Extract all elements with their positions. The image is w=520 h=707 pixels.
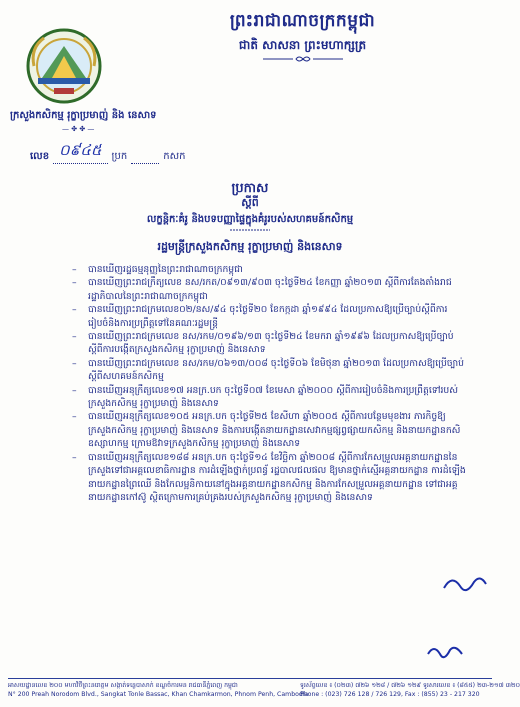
footer-address-en: N° 200 Preah Norodom Blvd., Sangkat Tonle Bassac, Khan Chamkarmon, Phnom Penh, Cambodia bbox=[8, 690, 309, 698]
national-motto: ជាតិ សាសនា ព្រះមហាក្សត្រ bbox=[238, 38, 367, 52]
header-ornament-icon bbox=[263, 55, 343, 63]
reference-number-row bbox=[30, 141, 185, 164]
title-divider-icon bbox=[230, 228, 270, 232]
preamble-item: – បានឃើញអនុក្រឹត្យលេខ១៨៨ អនក្រ.បក ចុះថ្ងៃទី១៤ ខែវិច្ឆិកា ឆ្នាំ២០០៨ ស្តីពីការកែសម្រួលអគ្គនាយកដ្ឋាននៃក្រសួងទៅជាអគ្គលេខាធិការដ្ឋាន ការដំឡើងថ្នាក់ប្រពន្ធ័ រដ្ឋបាលជលផល ឱ្យមានថ្នាក់ស្មើអគ្គនាយកដ្ឋាន ការដំឡើងនាយកដ្ឋានព្រៃឈើ និងកែលម្អនិកាយនៅក្នុងអគ្គនាយកដ្ឋានកសិកម្ម និងការកែសម្រួលអគ្គនាយកដ្ឋាន ទៅជាអគ្គនាយកដ្ឋានកៅស៊ូ ស្ថិតក្រោមការគ្រប់គ្រងរបស់ក្រសួងកសិកម្ម រុក្ខាប្រមាញ់ និងនេសាទ bbox=[72, 451, 467, 505]
footer-phone-en: Phone : (023) 726 128 / 726 129, Fax : (855) 23 - 217 320 bbox=[300, 690, 480, 698]
pen-initial-mark-icon bbox=[425, 642, 465, 664]
preamble-item: – បានឃើញព្រះរាជក្រមលេខ នស/រកម/០៦១៣/០០៨ ចុះថ្ងៃទី០៦ ខែមិថុនា ឆ្នាំ២០១៣ ដែលប្រកាសឱ្យប្រើច្បាប់ស្តីពីសហគមន៍កសិកម្ម bbox=[72, 357, 467, 384]
ref-code: ប្រក bbox=[111, 151, 128, 162]
document-regarding: ស្តីពី bbox=[241, 196, 259, 209]
pen-correction-mark-icon bbox=[440, 570, 490, 600]
document-subject: លក្ខន្តិកៈគំរូ និងបទបញ្ញាផ្ទៃក្នុងគំរូរបស់សហគមន៍កសិកម្ម bbox=[146, 214, 354, 225]
ministry-ornament: — ✤ ✤ — bbox=[62, 125, 95, 133]
ministry-name: ក្រសួងកសិកម្ម រុក្ខាប្រមាញ់ និង នេសាទ bbox=[10, 110, 157, 121]
footer-address-kh: អាសយដ្ឋានលេខ ២០០ មហាវិថីព្រះនរោត្តម សង្កាត់ទន្លេបាសាក់ ខណ្ឌចំការមន រាជធានីភ្នំពេញ កម្ពុជា bbox=[8, 682, 238, 689]
footer-phone-kh: ទូរស័ព្ទលេខ ៖ (០២៣) ៧២៦ ១២៨ / ៧២៦ ១២៩ ទូរសារលេខ ៖ (៨៥៥) ២៣-២១៧ ៣២០ bbox=[300, 682, 520, 689]
footer-divider bbox=[8, 678, 492, 679]
ref-dotted-line bbox=[131, 151, 159, 164]
preamble-item: – បានឃើញរដ្ឋធម្មនុញ្ញនៃព្រះរាជាណាចក្រកម្ពុជា bbox=[72, 263, 467, 276]
ministry-emblem-icon bbox=[24, 26, 104, 106]
preamble-item: – បានឃើញព្រះរាជក្រមលេខ០២/នស/៩៤ ចុះថ្ងៃទី២០ ខែកក្កដា ឆ្នាំ១៩៩៤ ដែលប្រកាសឱ្យប្រើច្បាប់ស្តីពីការរៀបចំនិងការប្រព្រឹត្តទៅនៃគណៈរដ្ឋមន្ត្រី bbox=[72, 303, 467, 330]
preamble-item: – បានឃើញអនុក្រឹត្យលេខ១០៥ អនក្រ.បក ចុះថ្ងៃទី២៥ ខែសីហា ឆ្នាំ២០០៥ ស្តីពីការបន្ថែមមុខងារ ភារកិច្ចឱ្យក្រសួងកសិកម្ម រុក្ខាប្រមាញ់ និងនេសាទ និងការបង្កើតនាយកដ្ឋានសេវាកម្មផ្សព្វផ្សាយកសិកម្ម និងនាយកដ្ឋានកសិឧស្សាហកម្ម ក្រោមឱវាទក្រសួងកសិកម្ម រុក្ខាប្រមាញ់ និងនេសាទ bbox=[72, 410, 467, 450]
issuer-title: រដ្ឋមន្ត្រីក្រសួងកសិកម្ម រុក្ខាប្រមាញ់ និងនេសាទ bbox=[157, 240, 343, 253]
ref-handwritten-number: ០៩៤៥ bbox=[53, 141, 107, 164]
preamble-item: – បានឃើញអនុក្រឹត្យលេខ១៧ អនក្រ.បក ចុះថ្ងៃទី០៧ ខែមេសា ឆ្នាំ២០០០ ស្តីពីការរៀបចំនិងការប្រព្រឹត្តទៅរបស់ក្រសួងកសិកម្ម រុក្ខាប្រមាញ់ និងនេសាទ bbox=[72, 384, 467, 411]
preamble-item: – បានឃើញព្រះរាជក្រឹត្យលេខ នស/រកត/០៩១៣/៩០៣ ចុះថ្ងៃទី២៤ ខែកញ្ញា ឆ្នាំ២០១៣ ស្តីពីការតែងតាំងរាជរដ្ឋាភិបាលនៃព្រះរាជាណាចក្រកម្ពុជា bbox=[72, 276, 467, 303]
document-type: ប្រកាស bbox=[231, 181, 269, 196]
preamble-list bbox=[72, 263, 467, 504]
kingdom-title: ព្រះរាជាណាចក្រកម្ពុជា bbox=[229, 11, 376, 31]
preamble-item: – បានឃើញព្រះរាជក្រមលេខ នស/រកម/០១៩៦/១៣ ចុះថ្ងៃទី២៤ ខែមករា ឆ្នាំ១៩៩៦ ដែលប្រកាសឱ្យប្រើច្បាប់ស្តីពីការបង្កើតក្រសួងកសិកម្ម រុក្ខាប្រមាញ់ និងនេសាទ bbox=[72, 330, 467, 357]
footer-address bbox=[8, 682, 309, 699]
ref-suffix: កសក bbox=[163, 151, 186, 162]
ref-label: លេខ bbox=[30, 151, 50, 162]
footer-contact bbox=[300, 682, 520, 699]
